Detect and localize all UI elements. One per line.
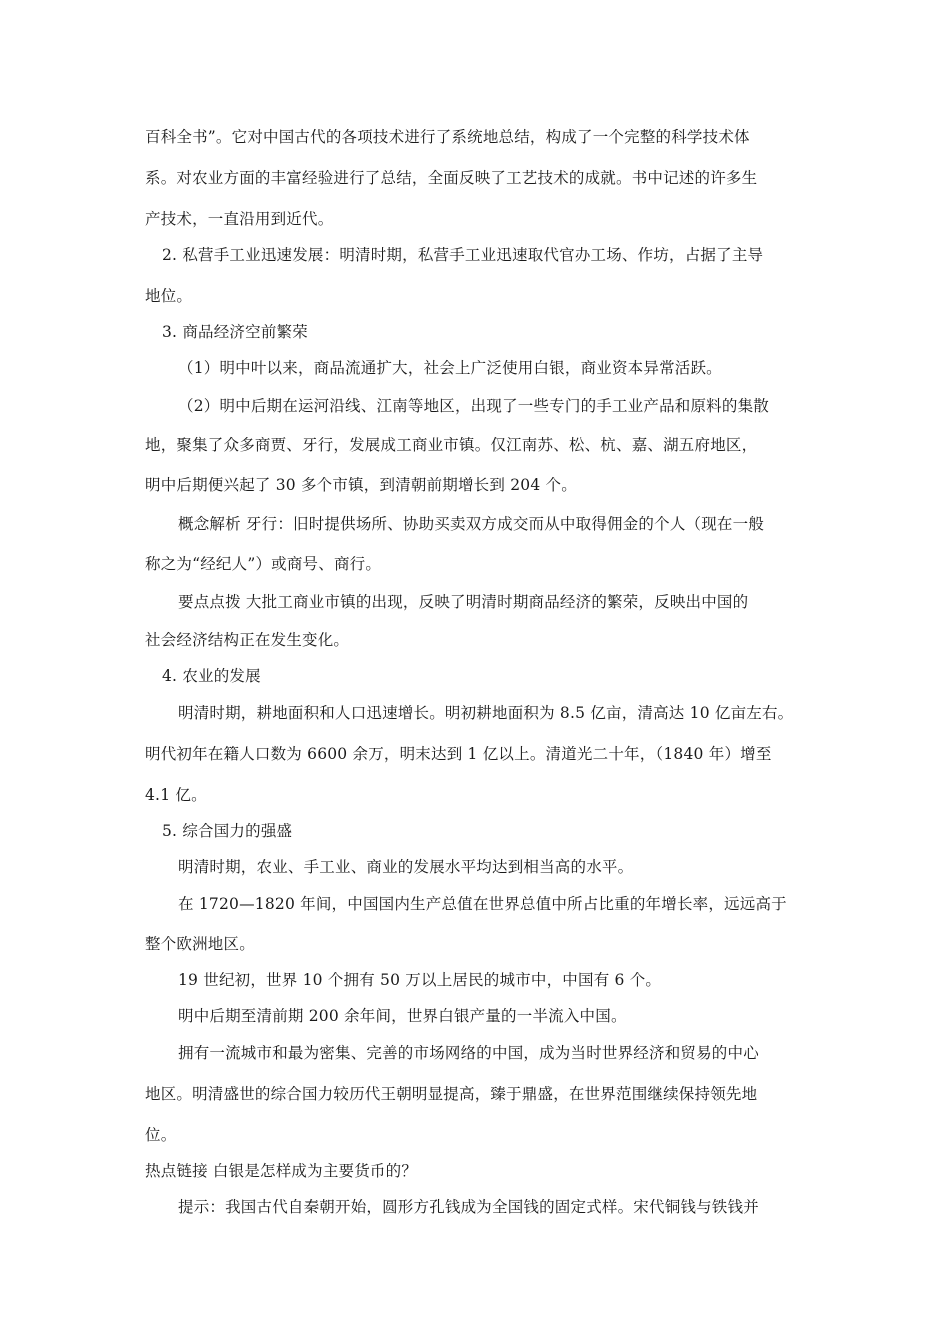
paragraph-line: （2）明中后期在运河沿线、江南等地区，出现了一些专门的手工业产品和原料的集散	[178, 397, 769, 415]
paragraph-line: 4.1 亿。	[145, 786, 207, 804]
paragraph-line: （1）明中叶以来，商品流通扩大，社会上广泛使用白银，商业资本异常活跃。	[178, 359, 722, 377]
section-heading-2: 2. 私营手工业迅速发展：明清时期，私营手工业迅速取代官办工场、作坊，占据了主导	[162, 246, 764, 264]
section-heading-3: 3. 商品经济空前繁荣	[162, 323, 308, 341]
paragraph-line: 社会经济结构正在发生变化。	[145, 631, 350, 649]
paragraph-line: 明代初年在籍人口数为 6600 余万，明末达到 1 亿以上。清道光二十年，（1840 年）增至	[145, 745, 772, 763]
paragraph-line: 地位。	[145, 287, 193, 305]
paragraph-line: 19 世纪初，世界 10 个拥有 50 万以上居民的城市中，中国有 6 个。	[178, 971, 662, 989]
section-heading-5: 5. 综合国力的强盛	[162, 822, 293, 840]
paragraph-line: 产技术，一直沿用到近代。	[145, 210, 334, 228]
paragraph-line: 整个欧洲地区。	[145, 935, 255, 953]
paragraph-line: 在 1720—1820 年间，中国国内生产总值在世界总值中所占比重的年增长率，远远高于	[178, 895, 787, 913]
paragraph-line: 系。对农业方面的丰富经验进行了总结，全面反映了工艺技术的成就。书中记述的许多生	[145, 169, 758, 187]
paragraph-line: 明清时期，农业、手工业、商业的发展水平均达到相当高的水平。	[178, 858, 634, 876]
section-heading-4: 4. 农业的发展	[162, 667, 261, 685]
paragraph-line: 明中后期至清前期 200 余年间，世界白银产量的一半流入中国。	[178, 1007, 627, 1025]
paragraph-line: 拥有一流城市和最为密集、完善的市场网络的中国，成为当时世界经济和贸易的中心	[178, 1044, 759, 1062]
paragraph-line: 提示：我国古代自秦朝开始，圆形方孔钱成为全国钱的固定式样。宋代铜钱与铁钱并	[178, 1198, 759, 1216]
key-point-note: 要点点拨 大批工商业市镇的出现，反映了明清时期商品经济的繁荣，反映出中国的	[178, 593, 749, 611]
paragraph-line: 地区。明清盛世的综合国力较历代王朝明显提高，臻于鼎盛，在世界范围继续保持领先地	[145, 1085, 758, 1103]
paragraph-line: 称之为“经纪人”）或商号、商行。	[145, 555, 382, 573]
paragraph-line: 明清时期，耕地面积和人口迅速增长。明初耕地面积为 8.5 亿亩，清高达 10 亿亩左右。	[178, 704, 794, 722]
paragraph-line: 百科全书”。它对中国古代的各项技术进行了系统地总结，构成了一个完整的科学技术体	[145, 128, 750, 146]
paragraph-line: 地，聚集了众多商贾、牙行，发展成工商业市镇。仅江南苏、松、杭、嘉、湖五府地区，	[145, 436, 758, 454]
paragraph-line: 位。	[145, 1126, 177, 1144]
concept-note: 概念解析 牙行：旧时提供场所、协助买卖双方成交而从中取得佣金的个人（现在一般	[178, 515, 765, 533]
hotspot-link-heading: 热点链接 白银是怎样成为主要货币的？	[145, 1162, 418, 1180]
paragraph-line: 明中后期便兴起了 30 多个市镇，到清朝前期增长到 204 个。	[145, 476, 577, 494]
